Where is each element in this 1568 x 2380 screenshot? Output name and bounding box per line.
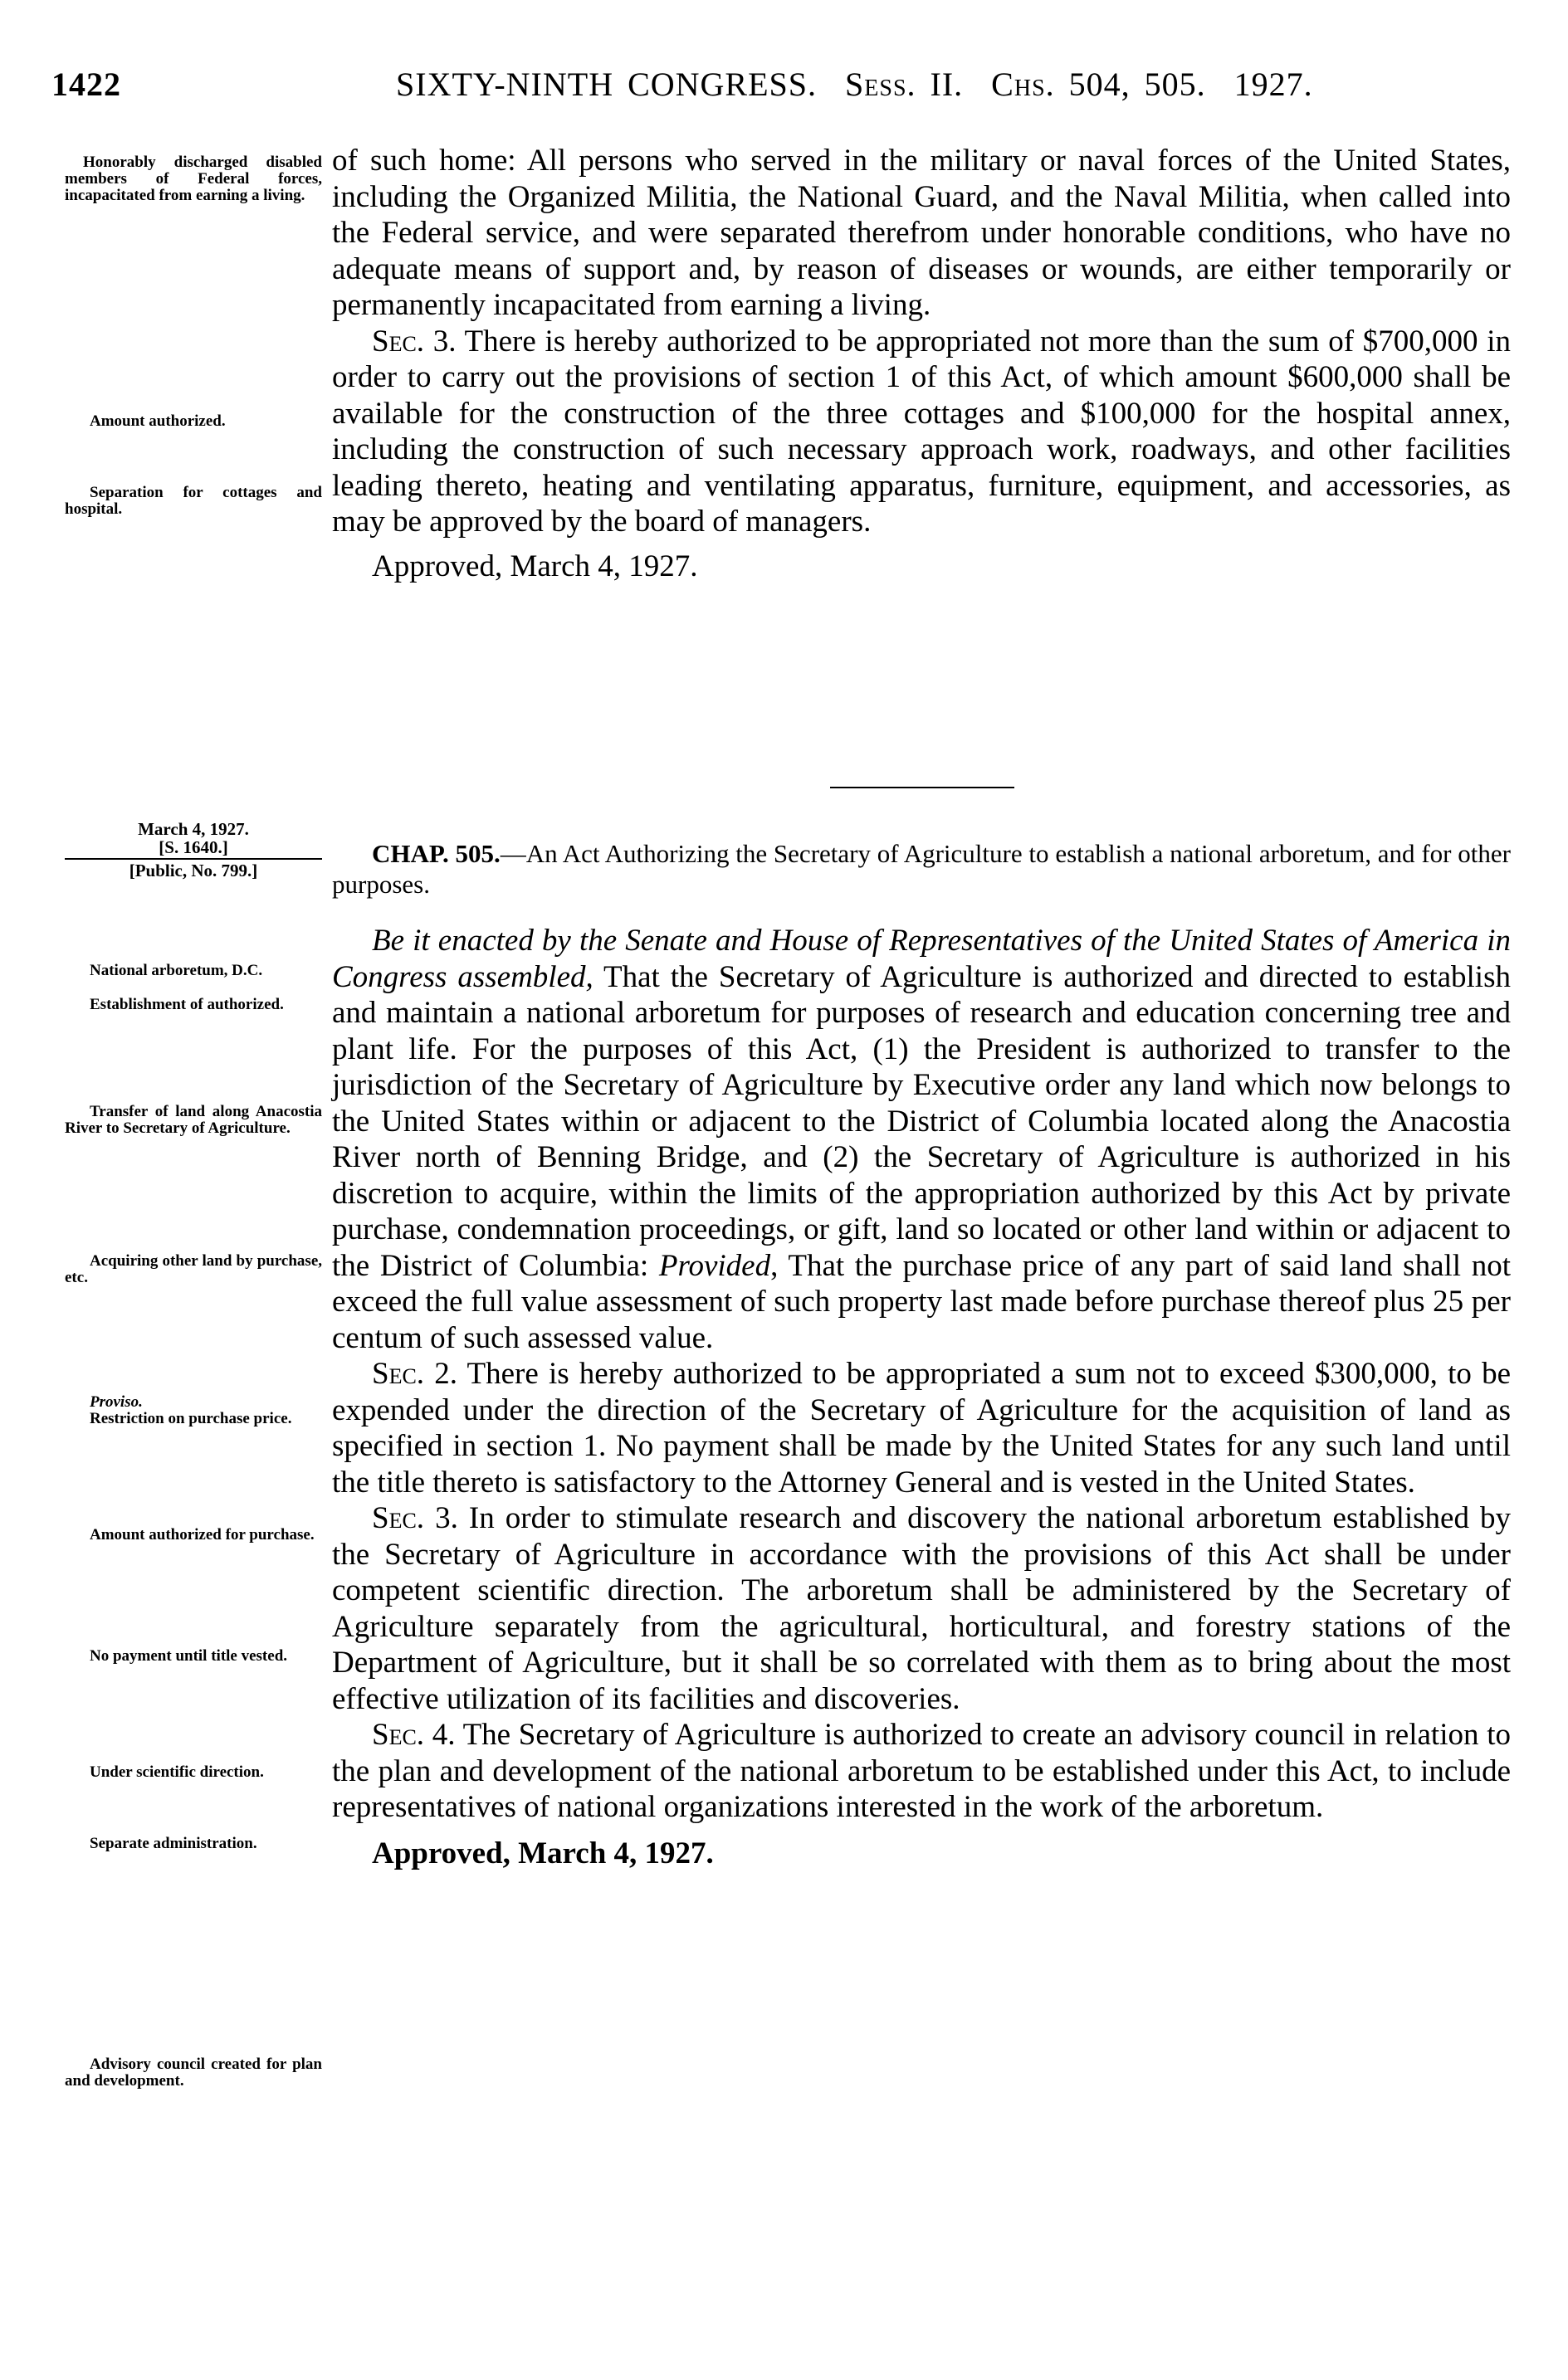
chap-505-sec-2: Sec. 2. There is hereby authorized to be appropriated a sum not to exceed $300,000, to be expended under the direction of the Secretary of Agriculture for the acquisition of land as specified in section 1. No payment shall be made by the United States for any such land until the title thereto is satisfactory to the Attorney General and is vested in the United States. (332, 1357, 1511, 1500)
chap-504-continuation: of such home: All persons who served in the military or naval forces of the United States, including the Organized Militia, the National Guard, and the Naval Militia, when called into the Federal service, and were separated therefrom under honorable conditions, who have no adequate means of support and, by reason of diseases or wounds, are either temporarily or permanently incapacitated from earning a living. (332, 144, 1511, 322)
margin-note-honorably-discharged: Honorably discharged disabled members of Federal forces, incapacitated from earning a living. (65, 154, 322, 204)
stamp-public-no: [Public, No. 799.] (129, 861, 258, 880)
margin-note-separation: Separation for cottages and hospital. (65, 484, 322, 518)
margin-note-proviso: Proviso. (90, 1393, 143, 1411)
stamp-rule (65, 858, 322, 860)
enacting-clause: Be it enacted by the Senate and House of Representatives of the United States of America in Congress assembled, (332, 924, 1511, 994)
margin-note-advisory-council: Advisory council created for plan and development. (65, 2056, 322, 2090)
chapters-label: Chs. 504, 505. (991, 66, 1206, 103)
chap-505-approved: Approved, March 4, 1927. (372, 1836, 714, 1870)
margin-note-restriction: Restriction on purchase price. (90, 1410, 292, 1427)
stamp-bill: [S. 1640.] (159, 837, 228, 857)
chapter-label: CHAP. 505. (372, 839, 501, 868)
session-label: Sess. II. (845, 66, 964, 103)
chap-504-approved: Approved, March 4, 1927. (372, 549, 698, 583)
margin-note-establishment: Establishment of authorized. (90, 996, 284, 1013)
margin-note-scientific-direction: Under scientific direction. (90, 1763, 264, 1781)
proviso-word: Provided (658, 1248, 771, 1283)
margin-note-amount-for-purchase: Amount authorized for purchase. (90, 1526, 315, 1544)
chap-504-body (332, 143, 1511, 584)
margin-note-separate-administration: Separate administration. (90, 1835, 257, 1852)
section-label: Sec. 2. (372, 1357, 457, 1391)
margin-note-amount-authorized: Amount authorized. (90, 412, 226, 430)
stamp-date: March 4, 1927. (138, 819, 249, 839)
page-number: 1422 (51, 66, 121, 103)
section-label: Sec. 3. (372, 324, 457, 358)
chap-505-sec-1: Be it enacted by the Senate and House of Representatives of the United States of America in Congress assembled, That the Secretary of Agriculture is authorized and directed to establish and maintain a national arboretum for purposes of research and education concerning tree and plant life. For the purposes of this Act, (1) the President is authorized to transfer to the jurisdiction of the Secretary of Agriculture by Executive order any land which now belongs to the United States within or adjacent to the District of Columbia located along the Anacostia River north of Benning Bridge, and (2) the Secretary of Agriculture is authorized in his discretion to acquire, within the limits of the appropriation authorized by this Act by private purchase, condemnation proceedings, or gift, land so located or other land within or adjacent to the District of Columbia: Provided, That the purchase price of any part of said land shall not exceed the full value assessment of such property last made before purchase thereof plus 25 per centum of such assessed value. (332, 924, 1511, 1355)
margin-note-acquiring-other-land: Acquiring other land by purchase, etc. (65, 1252, 322, 1286)
chap-505-sec-3: Sec. 3. In order to stimulate research and discovery the national arboretum established by the Secretary of Agriculture in accordance with the provisions of this Act shall be under competent scientific direction. The arboretum shall be administered by the Secretary of Agriculture separately from the agricultural, horticultural, and forestry stations of the Department of Agriculture, but it shall be so correlated with them as to bring about the most effective utilization of its facilities and discoveries. (332, 1501, 1511, 1716)
running-head (396, 65, 1313, 104)
margin-note-transfer-of-land: Transfer of land along Anacostia River to Secretary of Agriculture. (65, 1103, 322, 1137)
chap-505-title (332, 838, 1511, 900)
chap-505-sec-4: Sec. 4. The Secretary of Agriculture is authorized to create an advisory council in relation to the plan and development of the national arboretum to be established under this Act, to include representatives of national organizations interested in the work of the arboretum. (332, 1718, 1511, 1824)
section-label: Sec. 3. (372, 1501, 458, 1535)
chapter-divider (830, 787, 1014, 788)
page-header (51, 65, 1521, 115)
running-title: SIXTY-NINTH CONGRESS. (396, 66, 818, 103)
margin-note-no-payment: No payment until title vested. (90, 1647, 288, 1665)
chap-505-stamp (65, 820, 322, 880)
chap-504-sec-3: Sec. 3. There is hereby authorized to be appropriated not more than the sum of $700,000 in order to carry out the provisions of section 1 of this Act, of which amount $600,000 shall be available for the construction of the three cottages and $100,000 for the hospital annex, including the construction of such necessary approach work, roadways, and other facilities leading thereto, heating and ventilating apparatus, furniture, equipment, and accessories, as may be approved by the board of managers. (332, 324, 1511, 539)
year-label: 1927. (1233, 66, 1313, 103)
section-label: Sec. 4. (372, 1718, 456, 1752)
chap-505-body (332, 923, 1511, 1871)
margin-note-national-arboretum: National arboretum, D.C. (90, 962, 263, 979)
chapter-title: —An Act Authorizing the Secretary of Agriculture to establish a national arboretum, and for other purposes. (332, 839, 1512, 899)
